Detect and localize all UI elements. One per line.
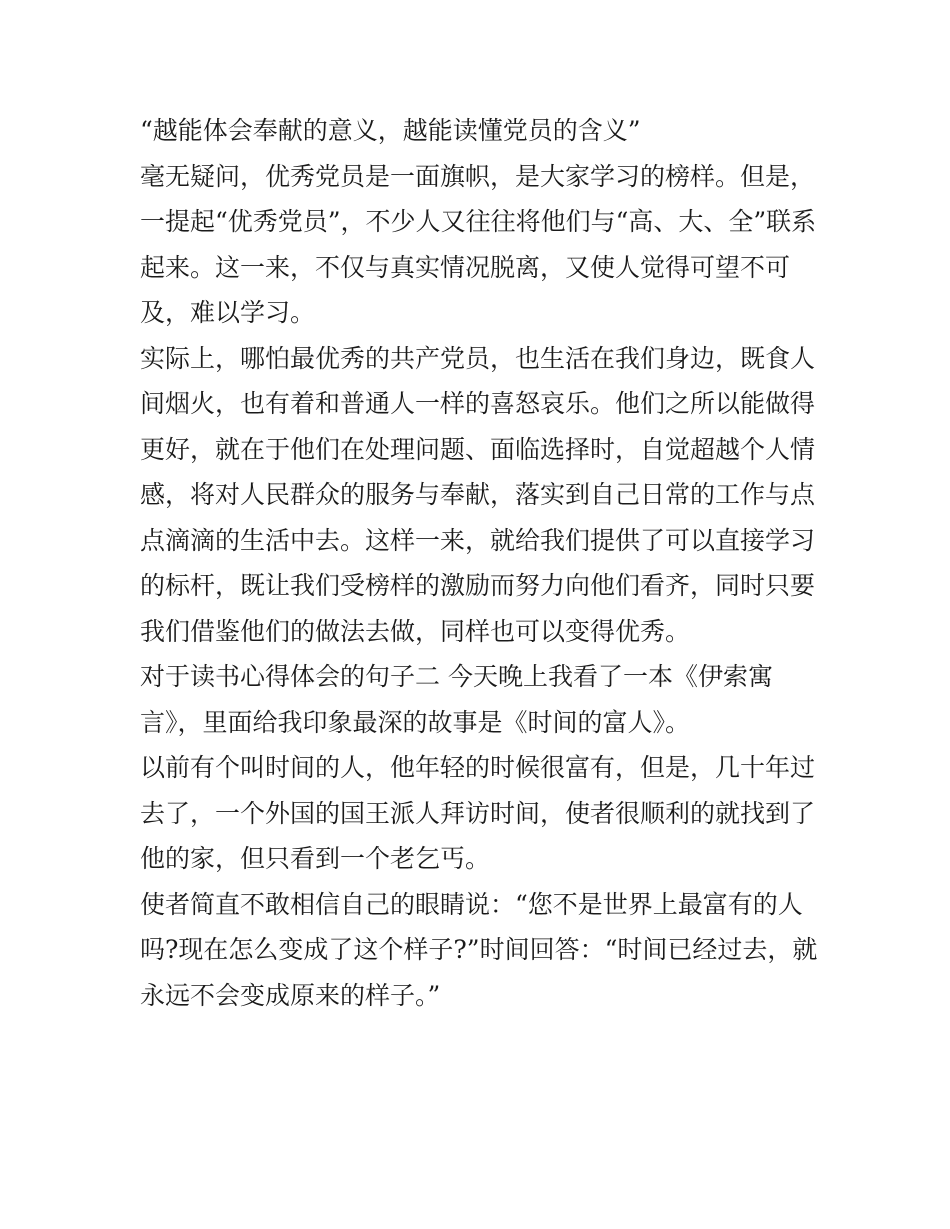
text-line: 一提起“优秀党员”，不少人又往往将他们与“高、大、全”联系 <box>140 207 817 236</box>
text-line: 实际上，哪怕最优秀的共产党员，也生活在我们身边，既食人 <box>140 343 816 373</box>
text-line: 的标杆，既让我们受榜样的激励而努力向他们看齐，同时只要 <box>140 571 816 600</box>
text-line: 去了，一个外国的国王派人拜访时间，使者很顺利的就找到了 <box>140 798 816 828</box>
text-line: 起来。这一来，不仅与真实情况脱离，又使人觉得可望不可 <box>140 252 791 282</box>
text-line: 永远不会变成原来的样子。” <box>140 980 441 1010</box>
text-line: 使者简直不敢相信自己的眼睛说：“您不是世界上最富有的人 <box>140 889 803 919</box>
text-line: 以前有个叫时间的人，他年轻的时候很富有，但是，几十年过 <box>140 753 816 782</box>
text-line: 感，将对人民群众的服务与奉献，落实到自己日常的工作与点 <box>140 480 816 509</box>
text-line: 吗?现在怎么变成了这个样子?”时间回答：“时间已经过去，就 <box>140 935 818 964</box>
text-line: 及，难以学习。 <box>140 298 316 327</box>
text-line: 言》，里面给我印象最深的故事是《时间的富人》。 <box>140 707 691 737</box>
text-line: 我们借鉴他们的做法去做，同样也可以变得优秀。 <box>140 616 691 646</box>
text-line: 毫无疑问，优秀党员是一面旗帜，是大家学习的榜样。但是， <box>140 161 816 191</box>
text-line: 点滴滴的生活中去。这样一来，就给我们提供了可以直接学习 <box>140 525 816 555</box>
text-line: 更好，就在于他们在处理问题、面临选择时，自觉超越个人情 <box>140 434 816 464</box>
text-line: “越能体会奉献的意义，越能读懂党员的含义” <box>140 116 641 145</box>
text-line: 间烟火，也有着和普通人一样的喜怒哀乐。他们之所以能做得 <box>140 389 816 418</box>
text-line: 他的家，但只看到一个老乞丐。 <box>140 844 491 873</box>
text-line: 对于读书心得体会的句子二 今天晚上我看了一本《伊索寓 <box>140 662 773 691</box>
document-body <box>140 108 820 1018</box>
